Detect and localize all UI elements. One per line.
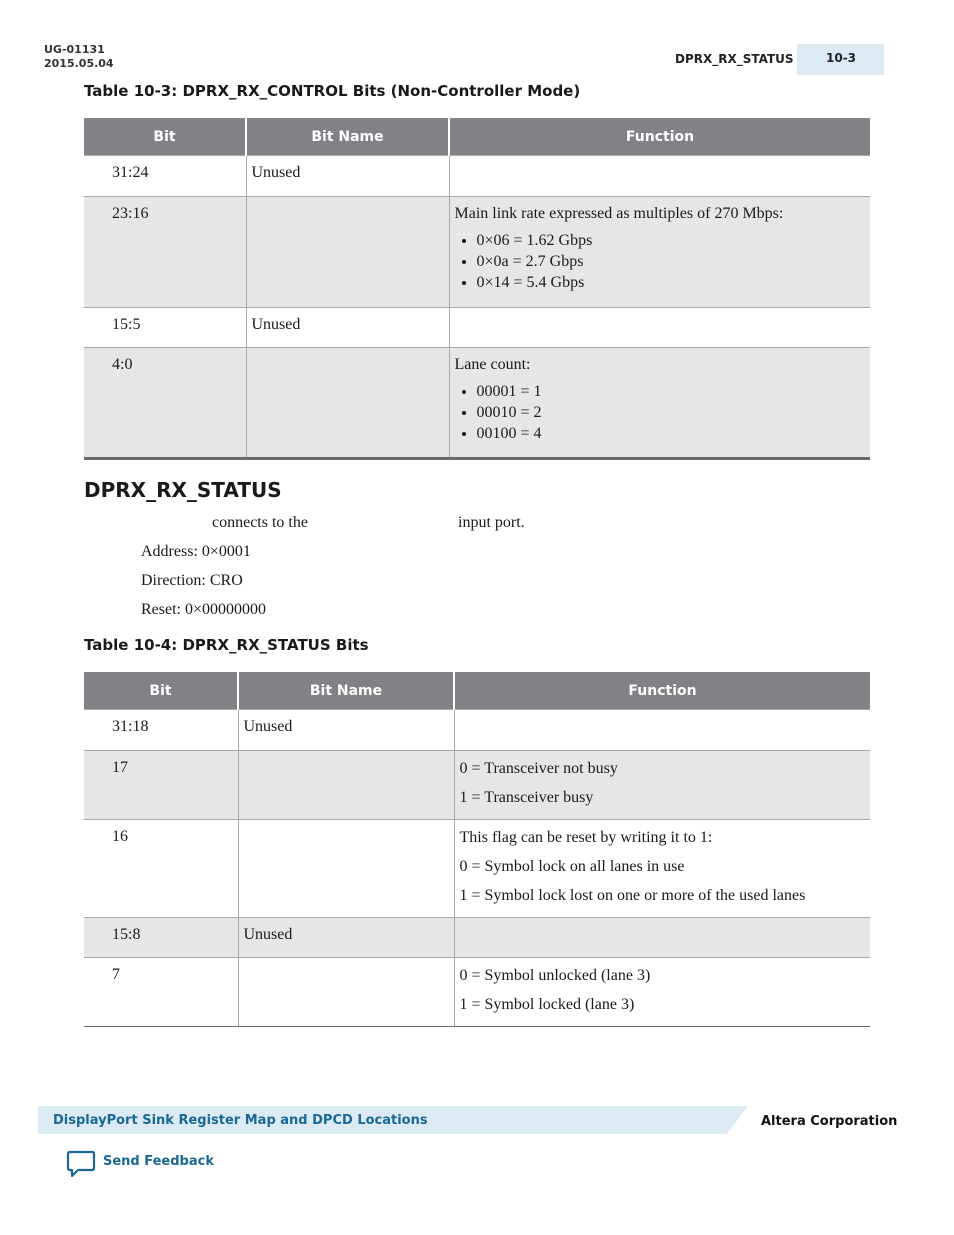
function-description: Lane count: (454, 356, 531, 373)
function-line: This flag can be reset by writing it to 1: (459, 829, 713, 846)
column-header-bit: Bit (84, 672, 238, 710)
bit-name-cell (238, 958, 454, 1027)
function-cell (454, 710, 870, 751)
doc-date: 2015.05.04 (44, 57, 114, 70)
bit-name-cell (246, 197, 449, 308)
function-line: 1 = Transceiver busy (459, 789, 594, 806)
intro-text-end: input port. (458, 514, 525, 531)
bit-cell: 16 (84, 820, 238, 918)
register-address: Address: 0×0001 (141, 543, 251, 560)
function-line: 0 = Symbol lock on all lanes in use (459, 858, 685, 875)
function-cell (454, 958, 870, 1027)
header-page-number: 10-3 (826, 51, 857, 65)
table-row (84, 820, 870, 918)
bit-name-cell: Unused (246, 156, 449, 197)
function-line: 0 = Symbol unlocked (lane 3) (459, 967, 651, 984)
list-item: • 00100 = 4 (477, 423, 866, 444)
table-row (84, 710, 870, 751)
list-item: • 0×0a = 2.7 Gbps (477, 251, 866, 272)
table-row (84, 918, 870, 958)
function-cell (449, 197, 870, 308)
table-header-row (84, 672, 870, 710)
header-section-name: DPRX_RX_STATUS (675, 52, 794, 66)
bit-cell: 15:5 (84, 308, 246, 348)
function-cell (449, 348, 870, 459)
table-row (84, 156, 870, 197)
register-direction: Direction: CRO (141, 572, 243, 589)
bit-name-cell: Unused (238, 710, 454, 751)
column-header-bit-name: Bit Name (246, 118, 449, 156)
column-header-function: Function (449, 118, 870, 156)
doc-number: UG-01131 (44, 43, 105, 56)
register-reset: Reset: 0×00000000 (141, 601, 267, 618)
function-cell (454, 820, 870, 918)
table-row (84, 958, 870, 1027)
table-row (84, 348, 870, 459)
function-cell (454, 918, 870, 958)
status-bits-table (84, 672, 870, 1027)
value-list (455, 230, 866, 293)
table-row (84, 308, 870, 348)
bit-cell: 15:8 (84, 918, 238, 958)
footer-chapter-link[interactable]: DisplayPort Sink Register Map and DPCD Locations (53, 1113, 428, 1128)
bit-cell: 17 (84, 751, 238, 820)
column-header-function: Function (454, 672, 870, 710)
table2-caption: Table 10-4: DPRX_RX_STATUS Bits (84, 636, 369, 654)
bit-cell: 7 (84, 958, 238, 1027)
bit-cell: 4:0 (84, 348, 246, 459)
intro-text-start: connects to the (212, 514, 308, 531)
list-item: • 0×14 = 5.4 Gbps (477, 272, 866, 293)
function-cell (449, 308, 870, 348)
function-cell (449, 156, 870, 197)
section-title: DPRX_RX_STATUS (84, 478, 282, 502)
table-row (84, 197, 870, 308)
bit-name-cell (238, 751, 454, 820)
column-header-bit-name: Bit Name (238, 672, 454, 710)
list-item: • 00010 = 2 (477, 402, 866, 423)
list-item: • 0×06 = 1.62 Gbps (477, 230, 866, 251)
function-cell (454, 751, 870, 820)
control-bits-table (84, 118, 870, 460)
value-list (455, 381, 866, 444)
send-feedback-link[interactable]: Send Feedback (103, 1154, 214, 1169)
bit-name-cell (238, 820, 454, 918)
table1-caption: Table 10-3: DPRX_RX_CONTROL Bits (Non-Controller Mode) (84, 82, 581, 100)
bit-cell: 31:18 (84, 710, 238, 751)
speech-bubble-icon[interactable] (66, 1150, 96, 1178)
footer-company: Altera Corporation (761, 1114, 898, 1129)
table-row (84, 751, 870, 820)
function-line: 1 = Symbol locked (lane 3) (459, 996, 635, 1013)
bit-cell: 23:16 (84, 197, 246, 308)
document-id (44, 43, 114, 71)
bit-name-cell: Unused (238, 918, 454, 958)
bit-cell: 31:24 (84, 156, 246, 197)
table-header-row (84, 118, 870, 156)
column-header-bit: Bit (84, 118, 246, 156)
bit-name-cell (246, 348, 449, 459)
list-item: • 00001 = 1 (477, 381, 866, 402)
function-description: Main link rate expressed as multiples of 270 Mbps: (454, 205, 784, 222)
bit-name-cell: Unused (246, 308, 449, 348)
function-line: 1 = Symbol lock lost on one or more of the used lanes (459, 887, 806, 904)
function-line: 0 = Transceiver not busy (459, 760, 618, 777)
